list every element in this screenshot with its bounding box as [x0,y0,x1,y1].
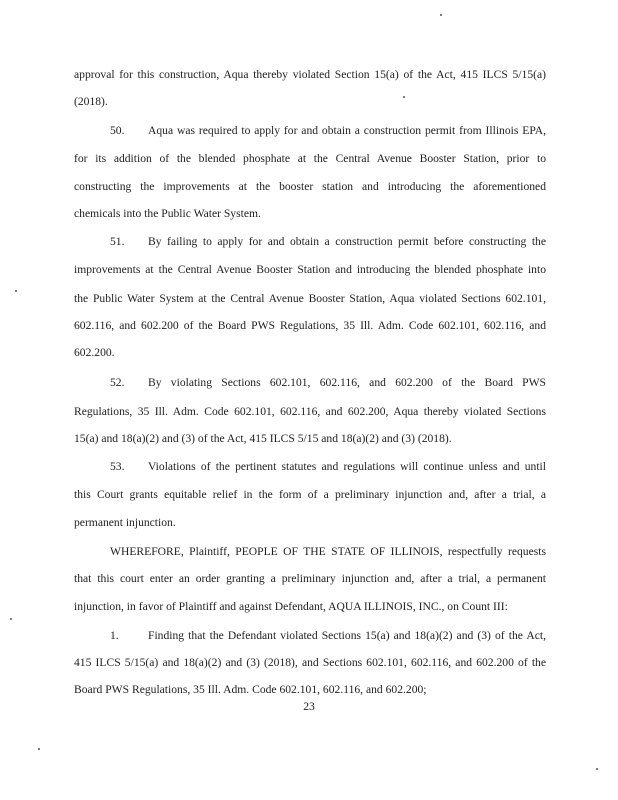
scan-speck [15,290,17,292]
text-line: that this court enter an order granting a preliminary injunction and, after a trial, a permanent [74,572,546,585]
text-line: WHEREFORE, Plaintiff, PEOPLE OF THE STATE OF ILLINOIS, respectfully requests [110,545,546,558]
paragraph-number: 51. [110,235,125,248]
text-line: improvements at the Central Avenue Booster Station and introducing the blended phosphate into [74,263,546,276]
text-line: chemicals into the Public Water System. [74,207,261,220]
text-line: Aqua was required to apply for and obtain a construction permit from Illinois EPA, [148,124,546,137]
page-number: 23 [303,700,315,713]
scan-speck [10,618,12,620]
scan-speck [440,14,442,16]
text-line: for its addition of the blended phosphate at the Central Avenue Booster Station, prior to [74,152,546,165]
text-line: injunction, in favor of Plaintiff and against Defendant, AQUA ILLINOIS, INC., on Count III: [74,600,508,613]
scan-speck [403,96,405,98]
scan-speck [38,748,40,750]
text-line: permanent injunction. [74,516,176,529]
text-line: (2018). [74,95,108,108]
text-line: 415 ILCS 5/15(a) and 18(a)(2) and (3) (2018), and Sections 602.101, 602.116, and 602.200 of the [74,656,546,669]
text-line: this Court grants equitable relief in the form of a preliminary injunction and, after a trial, a [74,488,546,501]
text-line: 15(a) and 18(a)(2) and (3) of the Act, 415 ILCS 5/15 and 18(a)(2) and (3) (2018). [74,432,452,445]
text-line: 602.116, and 602.200 of the Board PWS Regulations, 35 Ill. Adm. Code 602.101, 602.116, and [74,319,546,332]
paragraph-number: 52. [110,376,125,389]
text-line: Board PWS Regulations, 35 Ill. Adm. Code 602.101, 602.116, and 602.200; [74,683,427,696]
text-line: Violations of the pertinent statutes and regulations will continue unless and until [148,460,546,473]
text-line: 602.200. [74,346,115,359]
text-line: Finding that the Defendant violated Sections 15(a) and 18(a)(2) and (3) of the Act, [148,629,546,642]
text-line: Regulations, 35 Ill. Adm. Code 602.101, 602.116, and 602.200, Aqua thereby violated Sections [74,405,546,418]
scan-speck [596,768,598,770]
paragraph-number: 53. [110,460,125,473]
text-line: constructing the improvements at the booster station and introducing the aforementioned [74,180,546,193]
list-number: 1. [110,629,119,642]
text-line: By failing to apply for and obtain a construction permit before constructing the [148,235,546,248]
text-line: approval for this construction, Aqua thereby violated Section 15(a) of the Act, 415 ILCS 5/15(a) [74,68,546,81]
text-line: By violating Sections 602.101, 602.116, and 602.200 of the Board PWS [148,376,546,389]
paragraph-number: 50. [110,124,125,137]
text-line: the Public Water System at the Central Avenue Booster Station, Aqua violated Sections 602.101, [74,292,546,305]
